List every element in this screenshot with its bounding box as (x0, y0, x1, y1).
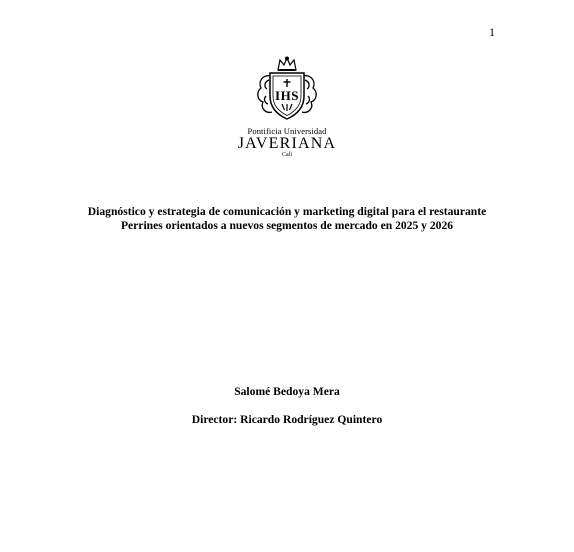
director-name: Director: Ricardo Rodríguez Quintero (191, 413, 383, 426)
javeriana-crest-icon (252, 56, 322, 124)
title-line-1: Diagnóstico y estrategia de comunicación y marketing digital para el restaurante (87, 205, 487, 218)
author-name: Salomé Bedoya Mera (234, 385, 340, 398)
logo-text-city: Cali (282, 152, 292, 158)
university-logo (0, 56, 574, 159)
logo-text-pontificia: Pontificia Universidad (247, 126, 327, 136)
monogram: IHS (275, 88, 299, 103)
page-number: 1 (489, 25, 495, 39)
title-line-2: Perrines orientados a nuevos segmentos de mercado en 2025 y 2026 (120, 219, 454, 232)
logo-text-javeriana: JAVERIANA (237, 135, 337, 152)
document-title (0, 205, 574, 233)
